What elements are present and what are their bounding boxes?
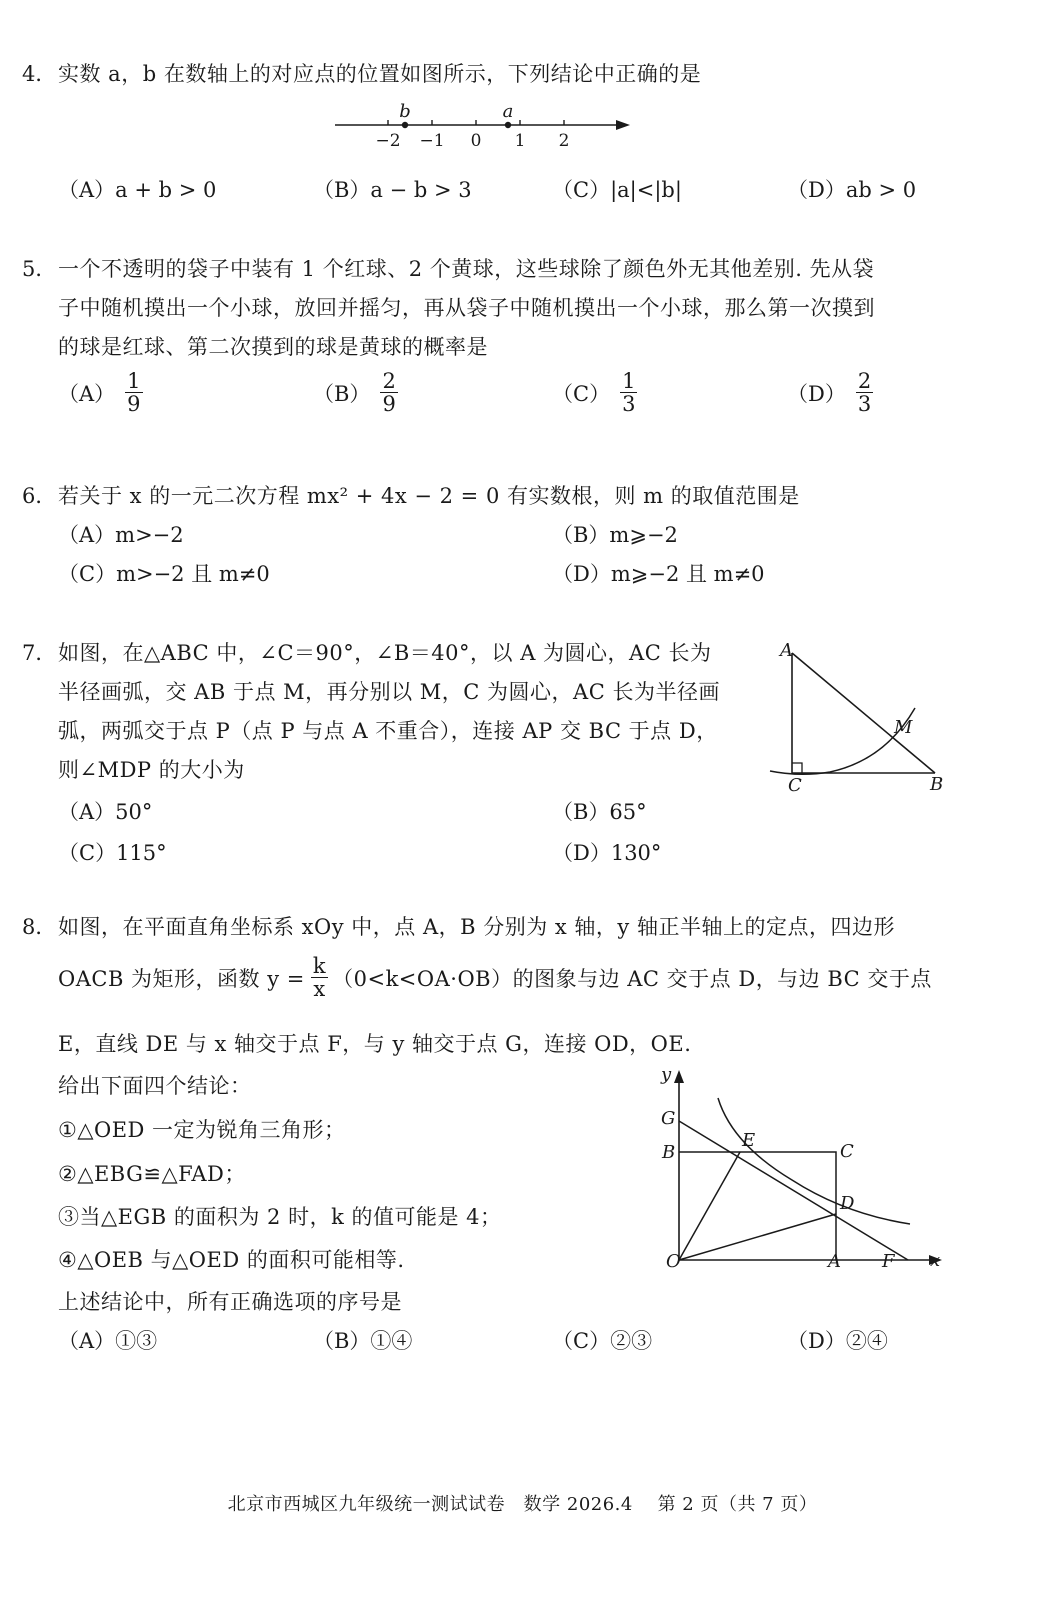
q8-coordinate-figure <box>650 1062 950 1277</box>
q5-option-b[interactable] <box>313 370 398 415</box>
q8-conclusion-1: ①△OED 一定为锐角三角形； <box>58 1118 346 1142</box>
numerator: 1 <box>127 369 141 393</box>
numerator: 2 <box>857 369 872 393</box>
q4-number: 4． <box>22 62 57 86</box>
vertex-b-label: B <box>930 774 944 795</box>
q6-stem: 若关于 x 的一元二次方程 mx² + 4x − 2 = 0 有实数根，则 m 的取值范围是 <box>58 484 800 508</box>
q8-stem-line-2 <box>58 955 932 1000</box>
q5-stem-line-2: 子中随机摸出一个小球，放回并摇匀，再从袋子中随机摸出一个小球，那么第一次摸到 <box>58 296 875 320</box>
q8-question: 上述结论中，所有正确选项的序号是 <box>58 1290 402 1314</box>
point-a-label: a <box>502 101 514 122</box>
q5-stem-line-1: 一个不透明的袋子中装有 1 个红球、2 个黄球，这些球除了颜色外无其他差别. 先从袋 <box>58 257 875 281</box>
fraction-k-over-x <box>311 955 328 1000</box>
q7-stem-line-4: 则∠MDP 的大小为 <box>58 758 245 782</box>
q6-option-d[interactable]: （D）m⩾−2 且 m≠0 <box>552 562 765 586</box>
q6-option-a[interactable]: （A）m>−2 <box>58 523 184 547</box>
tick-label: 2 <box>558 131 570 151</box>
tick-label: 1 <box>514 131 526 151</box>
vertex-c-label: C <box>788 775 802 796</box>
q5-option-a[interactable] <box>58 370 143 415</box>
tick-label: 0 <box>470 131 482 151</box>
fraction <box>125 370 142 415</box>
q8-number: 8． <box>22 915 57 939</box>
q4-option-b[interactable]: （B）a − b > 3 <box>313 178 472 202</box>
q8-conclusion-3: ③当△EGB 的面积为 2 时，k 的值可能是 4； <box>58 1205 502 1229</box>
page-footer: 北京市西城区九年级统一测试试卷 数学 2026.4 第 2 页（共 7 页） <box>227 1494 818 1515</box>
option-label: （A） <box>58 381 116 406</box>
numerator: 2 <box>382 369 396 393</box>
tick-label: −1 <box>419 131 445 151</box>
point-f-label: F <box>882 1251 895 1272</box>
numerator: 1 <box>622 369 636 393</box>
option-label: （D） <box>787 381 846 406</box>
fraction <box>380 370 397 415</box>
q7-stem-line-3: 弧，两弧交于点 P（点 P 与点 A 不重合），连接 AP 交 BC 于点 D， <box>58 719 718 743</box>
q7-triangle-figure <box>760 638 960 798</box>
segment-od <box>679 1214 836 1260</box>
point-a-dot <box>505 122 511 128</box>
denominator: 3 <box>857 392 872 417</box>
q8-conclusion-4: ④△OEB 与△OED 的面积可能相等. <box>58 1248 405 1272</box>
point-e-label: E <box>742 1130 756 1151</box>
line-gf <box>679 1121 908 1260</box>
q8-option-c[interactable]: （C）②③ <box>552 1329 653 1353</box>
q6-option-b[interactable]: （B）m⩾−2 <box>552 523 678 547</box>
denominator: x <box>313 977 326 1002</box>
q7-option-d[interactable]: （D）130° <box>552 841 662 865</box>
point-d-label: D <box>840 1193 855 1214</box>
number-line-arrow-icon <box>616 120 630 130</box>
q8-conclusion-2: ②△EBG≌△FAD； <box>58 1162 246 1186</box>
q8-line2-pre: OACB 为矩形，函数 y = <box>58 966 305 991</box>
q8-intro: 给出下面四个结论： <box>58 1074 252 1098</box>
q6-number: 6． <box>22 484 57 508</box>
option-label: （B） <box>313 381 371 406</box>
point-m-label: M <box>894 717 913 738</box>
tick-label: −2 <box>375 131 401 151</box>
side-ab <box>792 653 935 773</box>
option-label: （C） <box>552 381 611 406</box>
q7-number: 7． <box>22 641 57 665</box>
segment-oe <box>679 1152 740 1260</box>
q8-option-a[interactable]: （A）①③ <box>58 1329 158 1353</box>
q4-option-d[interactable]: （D）ab > 0 <box>787 178 917 202</box>
vertex-a-label: A <box>780 640 793 661</box>
q8-option-d[interactable]: （D）②④ <box>787 1329 888 1353</box>
q4-option-a[interactable]: （A）a + b > 0 <box>58 178 217 202</box>
q5-number: 5． <box>22 257 57 281</box>
q7-option-a[interactable]: （A）50° <box>58 800 153 824</box>
y-axis-arrow-icon <box>674 1070 684 1083</box>
denominator: 3 <box>622 392 636 417</box>
point-o-label: O <box>666 1251 681 1272</box>
denominator: 9 <box>382 392 396 417</box>
point-c-label: C <box>840 1141 854 1162</box>
fraction <box>620 370 637 415</box>
q8-line2-post: （0<k<OA·OB）的图象与边 AC 交于点 D，与边 BC 交于点 <box>332 966 932 991</box>
hyperbola-curve <box>718 1098 910 1224</box>
point-a-label: A <box>828 1251 841 1272</box>
point-b-label: B <box>662 1142 676 1163</box>
q7-stem-line-2: 半径画弧，交 AB 于点 M，再分别以 M，C 为圆心，AC 长为半径画 <box>58 680 720 704</box>
right-angle-mark <box>792 763 802 773</box>
q8-option-b[interactable]: （B）①④ <box>313 1329 413 1353</box>
q8-stem-line-1: 如图，在平面直角坐标系 xOy 中，点 A，B 分别为 x 轴，y 轴正半轴上的定点，四边形 <box>58 915 895 939</box>
y-axis-label: y <box>661 1064 672 1085</box>
q5-option-c[interactable] <box>552 370 637 415</box>
denominator: 9 <box>127 392 141 417</box>
point-b-dot <box>402 122 408 128</box>
q8-stem-line-3: E，直线 DE 与 x 轴交于点 F，与 y 轴交于点 G，连接 OD，OE. <box>58 1032 692 1056</box>
q7-stem-line-1: 如图，在△ABC 中，∠C＝90°，∠B＝40°，以 A 为圆心，AC 长为 <box>58 641 712 665</box>
q7-option-c[interactable]: （C）115° <box>58 841 167 865</box>
fraction <box>856 370 873 415</box>
point-g-label: G <box>661 1108 676 1129</box>
q4-option-c[interactable]: （C）|a|<|b| <box>552 178 682 202</box>
q6-option-c[interactable]: （C）m>−2 且 m≠0 <box>58 562 270 586</box>
q7-option-b[interactable]: （B）65° <box>552 800 647 824</box>
point-b-label: b <box>399 101 411 122</box>
x-axis-label: x <box>930 1250 941 1271</box>
q5-stem-line-3: 的球是红球、第二次摸到的球是黄球的概率是 <box>58 335 488 359</box>
q4-stem: 实数 a，b 在数轴上的对应点的位置如图所示，下列结论中正确的是 <box>58 62 702 86</box>
q5-option-d[interactable] <box>787 370 873 415</box>
numerator: k <box>312 954 327 978</box>
q4-number-line-figure <box>330 100 640 152</box>
